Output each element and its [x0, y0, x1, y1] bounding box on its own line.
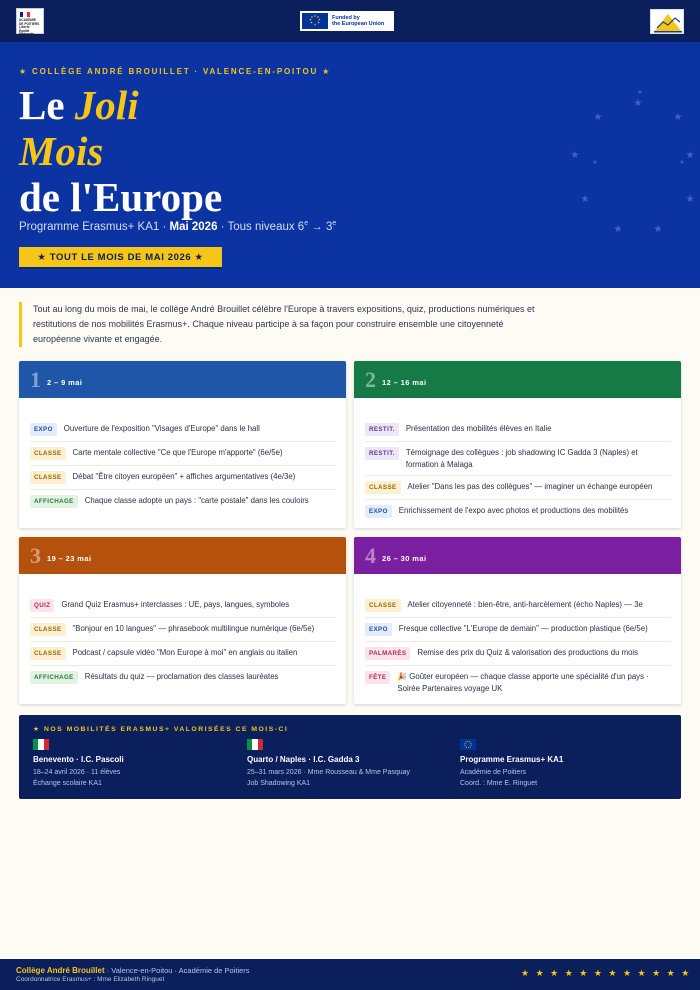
activity-text: Grand Quiz Erasmus+ interclasses : UE, pays, langues, symboles	[61, 600, 290, 609]
activity-text: "Bonjour en 10 langues" — phrasebook multilingue numérique (6e/5e)	[72, 624, 315, 633]
svg-text:★: ★	[318, 17, 321, 22]
activity-text: Remise des prix du Quiz & valorisation des productions du mois	[417, 648, 639, 657]
activity-row	[30, 418, 335, 442]
activity-row	[365, 666, 670, 699]
week-dates: 26 – 30 mai	[382, 554, 427, 563]
activity-text: Atelier "Dans les pas des collègues" — imaginer un échange européen	[407, 482, 653, 491]
activity-tag: RESTIT.	[365, 423, 399, 436]
week-card-body	[19, 398, 346, 517]
mobility-line-1: Académie de Poitiers	[460, 769, 527, 776]
svg-text:★: ★	[673, 112, 683, 123]
subtitle-sup-2: e	[332, 220, 337, 227]
activity-text: Enrichissement de l'expo avec photos et productions des mobilités	[398, 506, 629, 515]
week-dates: 12 – 16 mai	[382, 378, 427, 387]
college-logo	[650, 9, 684, 34]
svg-text:★: ★	[637, 89, 643, 96]
mobility-line-2: Échange scolaire KA1	[33, 780, 102, 787]
week-card-body	[19, 574, 346, 693]
mobility-name: Benevento · I.C. Pascoli	[33, 755, 124, 764]
hero-banner	[0, 42, 700, 288]
activity-tag: PALMARÈS	[365, 647, 410, 660]
activity-row	[365, 476, 670, 500]
activity-tag: RESTIT.	[365, 447, 399, 460]
mobility-line-2: Job Shadowing KA1	[247, 780, 311, 787]
activity-tag: AFFICHAGE	[30, 495, 78, 508]
week-number: 4	[365, 542, 376, 568]
footer-school-line	[16, 966, 250, 975]
title-joli: Joli	[74, 82, 139, 128]
activity-text: Fresque collective "L'Europe de demain" — production plastique (6e/5e)	[398, 624, 648, 633]
eu-flag-icon	[460, 739, 476, 750]
french-flag-icon	[20, 12, 30, 17]
activity-text: Débat "Être citoyen européen" + affiches argumentatives (4e/3e)	[72, 472, 296, 481]
activity-text: Ouverture de l'exposition "Visages d'Europe" dans le hall	[63, 424, 260, 433]
svg-text:★: ★	[310, 15, 314, 19]
title-mois: Mois	[19, 128, 104, 174]
activity-row	[365, 594, 670, 618]
activity-tag: CLASSE	[365, 481, 401, 494]
activity-row	[365, 642, 670, 666]
activity-text: Chaque classe adopte un pays : "carte postale" dans les couloirs	[84, 496, 309, 505]
mobilities-panel	[19, 715, 681, 799]
week-card-header	[19, 537, 346, 574]
activity-tag: CLASSE	[365, 599, 401, 612]
svg-text:★: ★	[580, 194, 590, 205]
week-card-1	[19, 361, 346, 528]
svg-text:★: ★	[309, 17, 312, 22]
mobility-name: Programme Erasmus+ KA1	[460, 755, 564, 764]
activity-tag: CLASSE	[30, 447, 66, 460]
page-title	[19, 82, 222, 220]
svg-text:★: ★	[593, 112, 603, 123]
activity-tag: FÊTE	[365, 671, 390, 684]
activity-row	[30, 442, 335, 466]
eu-flag-icon	[302, 13, 328, 29]
title-europe: de l'Europe	[19, 174, 223, 220]
subtitle-month: Mai 2026	[169, 220, 218, 233]
activity-tag: EXPO	[365, 623, 392, 636]
footer-coordinator: Coordonnatrice Erasmus+ : Mme Elizabeth Ringuet	[16, 976, 165, 983]
title-le: Le	[19, 82, 65, 128]
program-subtitle	[19, 220, 336, 233]
activity-row	[365, 618, 670, 642]
svg-text:★: ★	[313, 14, 317, 18]
mobilities-title: ★ NOS MOBILITÉS ERASMUS+ VALORISÉES CE MOIS-CI	[33, 726, 289, 733]
activity-text: 🎉 Goûter européen — chaque classe apporte une spécialité d'un pays · Soirée Partenaires voyage UK	[397, 672, 649, 693]
activity-row	[30, 618, 335, 642]
week-card-4	[354, 537, 681, 704]
activity-tag: CLASSE	[30, 647, 66, 660]
svg-text:★: ★	[317, 20, 320, 25]
svg-text:★: ★	[679, 159, 685, 166]
week-card-3	[19, 537, 346, 704]
academie-poitiers-logo	[16, 8, 44, 37]
footer-place: · Valence-en-Poitou · Académie de Poitiers	[104, 966, 250, 975]
subtitle-levels: · Tous niveaux 6	[217, 220, 305, 233]
college-logo-graphic	[651, 10, 684, 34]
activity-text: Carte mentale collective "Ce que l'Europe m'apporte" (6e/5e)	[72, 448, 283, 457]
svg-text:★: ★	[592, 159, 598, 166]
week-card-header	[354, 537, 681, 574]
intro-paragraph: Tout au long du mois de mai, le collège André Brouillet célèbre l'Europe à travers expositions, quiz, productions numériques et restitutions de nos mobilités Erasmus+. Chaque niveau participe à sa façon pour construire ensemble une citoyenneté européenne vivante et engagée.	[19, 302, 539, 347]
svg-text:★: ★	[685, 194, 695, 205]
activity-tag: CLASSE	[30, 471, 66, 484]
activity-row	[365, 442, 670, 476]
week-number: 2	[365, 366, 376, 392]
activity-text: Atelier citoyenneté : bien-être, anti-harcèlement (écho Naples) — 3e	[407, 600, 643, 609]
activity-row	[365, 418, 670, 442]
mobility-erasmus-program	[460, 739, 660, 789]
activity-tag: QUIZ	[30, 599, 54, 612]
activity-row	[30, 642, 335, 666]
activity-text: Témoignage des collègues : job shadowing IC Gadda 3 (Naples) et formation à Malaga	[405, 448, 638, 469]
subtitle-program: Programme Erasmus+ KA1 ·	[19, 220, 170, 233]
italy-flag-icon	[33, 739, 49, 750]
week-number: 3	[30, 542, 41, 568]
footer-school-name: Collège André Brouillet	[16, 966, 105, 975]
activity-tag: EXPO	[365, 505, 392, 518]
school-kicker: ★ COLLÈGE ANDRÉ BROUILLET · VALENCE-EN-POITOU ★	[19, 67, 332, 76]
activity-row	[30, 666, 335, 689]
academie-logo-text: ACADÉMIE DE POITIERS Liberté Égalité Fraternité	[19, 18, 40, 37]
week-card-body	[354, 574, 681, 703]
week-card-header	[354, 361, 681, 398]
svg-text:★: ★	[633, 98, 643, 109]
top-bar	[0, 0, 700, 42]
footer-stars-icon: ★★★★★★★★★★★★	[521, 968, 696, 978]
svg-text:★: ★	[310, 20, 313, 25]
svg-text:★: ★	[570, 150, 580, 161]
week-card-body	[354, 398, 681, 527]
week-number: 1	[30, 366, 41, 392]
activity-text: Résultats du quiz — proclamation des classes lauréates	[84, 672, 279, 681]
week-card-2	[354, 361, 681, 528]
subtitle-arrow: → 3	[308, 220, 333, 233]
svg-text:★: ★	[613, 224, 623, 235]
mobility-line-1: 18–24 avril 2026 · 11 élèves	[33, 769, 121, 776]
mobility-naples	[247, 739, 447, 789]
month-pill: ★ TOUT LE MOIS DE MAI 2026 ★	[19, 247, 222, 267]
svg-text:★: ★	[653, 224, 663, 235]
mobility-line-1: 25–31 mars 2026 · Mme Rousseau & Mme Pasquay	[247, 769, 411, 776]
activity-tag: EXPO	[30, 423, 57, 436]
eu-funding-text: Funded by the European Union	[332, 14, 385, 27]
mobility-name: Quarto / Naples · I.C. Gadda 3	[247, 755, 360, 764]
eu-funding-badge	[300, 11, 394, 31]
svg-text:★: ★	[316, 15, 320, 19]
activity-row	[30, 490, 335, 513]
week-card-header	[19, 361, 346, 398]
activity-text: Podcast / capsule vidéo "Mon Europe à moi" en anglais ou italien	[72, 648, 298, 657]
svg-text:★: ★	[685, 150, 695, 161]
italy-flag-icon	[247, 739, 263, 750]
activity-text: Présentation des mobilités élèves en Italie	[405, 424, 552, 433]
activity-row	[365, 500, 670, 523]
activity-tag: AFFICHAGE	[30, 671, 78, 684]
svg-text:★: ★	[313, 22, 317, 27]
mobility-line-2: Coord. : Mme E. Ringuet	[460, 780, 538, 787]
activity-tag: CLASSE	[30, 623, 66, 636]
activity-row	[30, 466, 335, 490]
footer	[0, 959, 700, 990]
subtitle-sup-1: e	[304, 220, 309, 227]
mobility-benevento	[33, 739, 233, 789]
week-dates: 19 – 23 mai	[47, 554, 92, 563]
week-dates: 2 – 9 mai	[47, 378, 83, 387]
activity-row	[30, 594, 335, 618]
